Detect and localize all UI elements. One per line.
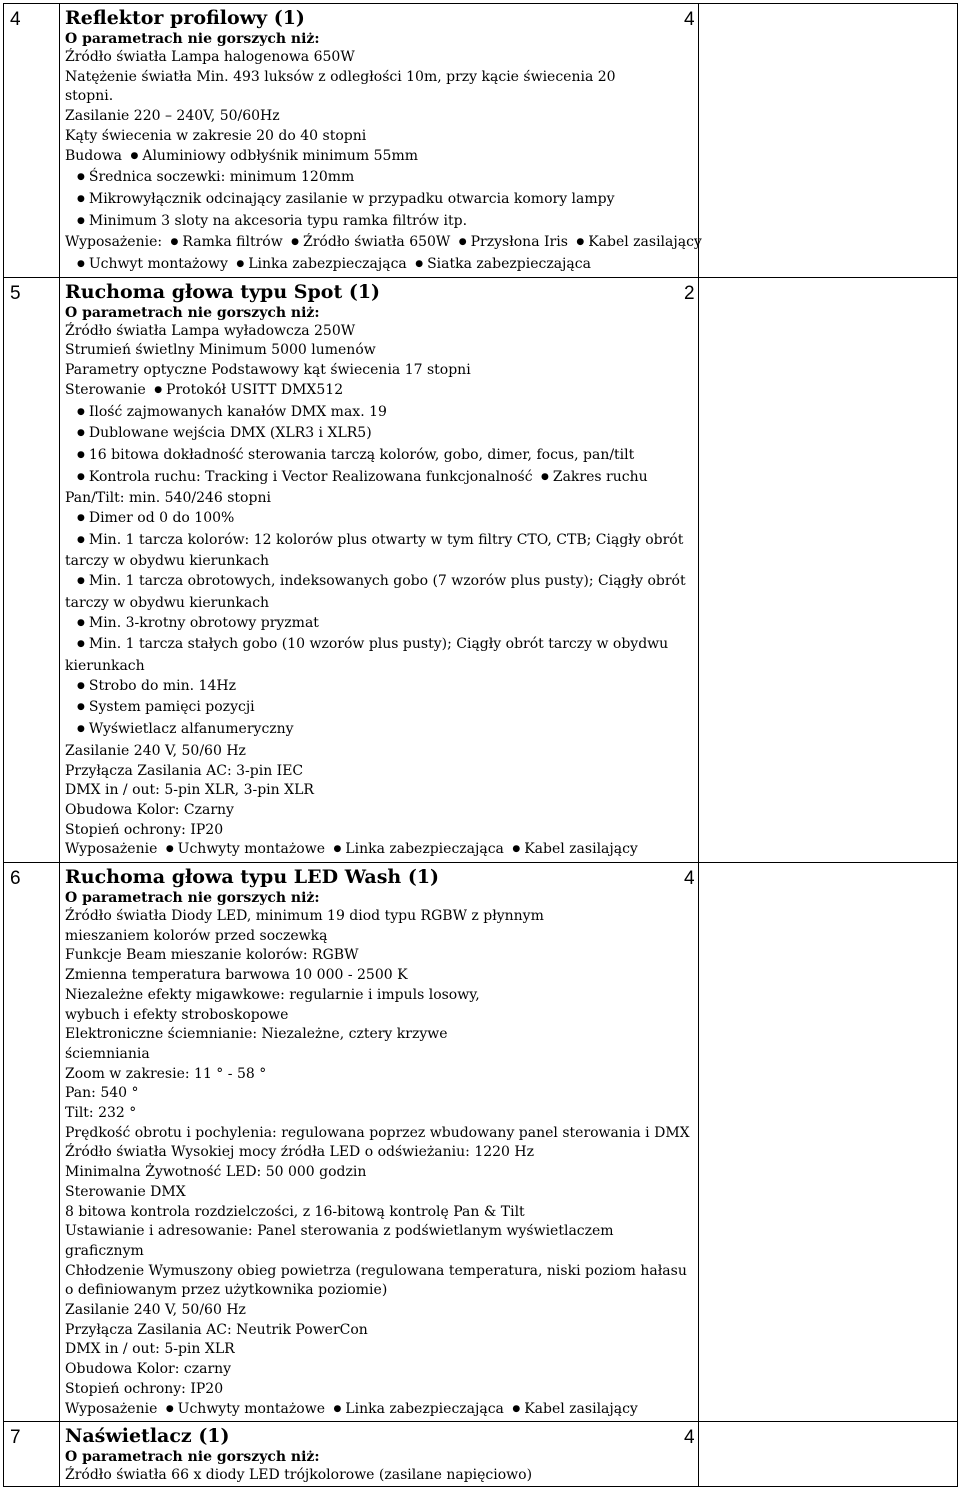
criteria-heading: O parametrach nie gorszych niż: (65, 890, 320, 907)
bullet-item: ● Kabel zasilający (572, 234, 702, 250)
spec-line: Stopień ochrony: IP20 (65, 821, 224, 838)
criteria-heading: O parametrach nie gorszych niż: (65, 1449, 320, 1466)
item-title: Naświetlacz (1) (65, 1425, 230, 1448)
spec-line: tarczy w obydwu kierunkach (65, 594, 270, 611)
spec-label: Wyposażenie (65, 1400, 158, 1417)
bullet-item: ● Dublowane wejścia DMX (XLR3 i XLR5) (77, 425, 372, 441)
bullet-item: ● Min. 1 tarcza kolorów: 12 kolorów plus otwarty w tym filtry CTO, CTB; Ciągły obrót (77, 532, 683, 548)
item-quantity-cell (684, 863, 958, 1422)
item-number: 7 (10, 1427, 21, 1449)
spec-line: stopni. (65, 88, 114, 105)
spec-line (65, 468, 698, 490)
bullet-item: ● Min. 1 tarcza stałych gobo (10 wzorów plus pusty); Ciągły obrót tarczy w obydwu (77, 636, 668, 652)
spec-line (65, 190, 698, 212)
bullet-item: ● Źródło światła 650W (287, 234, 450, 250)
item-number: 5 (10, 282, 21, 304)
table-row (4, 4, 958, 278)
spec-line: Przyłącza Zasilania AC: Neutrik PowerCon (65, 1321, 368, 1338)
spec-line: o definiowanym przez użytkownika poziomie) (65, 1282, 388, 1299)
spec-line (65, 531, 698, 553)
spec-line: Elektroniczne ściemnianie: Niezależne, cztery krzywe (65, 1026, 448, 1043)
item-description-cell (60, 4, 702, 278)
criteria-heading: O parametrach nie gorszych niż: (65, 304, 320, 321)
bullet-item: ● Dimer od 0 do 100% (77, 510, 234, 526)
bullet-item: ● Ramka filtrów (167, 234, 283, 250)
spec-label: Wyposażenie: (65, 234, 163, 251)
item-title: Reflektor profilowy (1) (65, 7, 305, 29)
spec-line (65, 233, 702, 255)
bullet-item: ● Uchwyty montażowe (162, 841, 325, 857)
spec-line: Minimalna Żywotność LED: 50 000 godzin (65, 1164, 367, 1181)
bullet-item: ● Uchwyty montażowe (162, 1401, 325, 1417)
spec-line: Pan: 540 ° (65, 1085, 139, 1102)
spec-line (65, 614, 698, 636)
bullet-item: ● Kontrola ruchu: Tracking i Vector Realizowana funkcjonalność (77, 469, 533, 485)
bullet-item: ● 16 bitowa dokładność sterowania tarczą kolorów, gobo, dimer, focus, pan/tilt (77, 447, 634, 463)
spec-line: Obudowa Kolor: Czarny (65, 801, 234, 818)
bullet-item: ● Linka zabezpieczająca (329, 841, 503, 857)
spec-line: DMX in / out: 5-pin XLR (65, 1341, 235, 1358)
item-title: Ruchoma głowa typu Spot (1) (65, 280, 381, 303)
spec-line (65, 840, 698, 862)
bullet-item: ● Linka zabezpieczająca (329, 1401, 503, 1417)
spec-label: Wyposażenie (65, 841, 158, 858)
item-number-cell (4, 863, 60, 1422)
table-row (4, 863, 958, 1422)
spec-line: Źródło światła Lampa halogenowa 650W (65, 49, 355, 65)
spec-line: Źródło światła 66 x diody LED trójkolorowe (zasilane napięciowo) (65, 1467, 533, 1484)
spec-line: Funkcje Beam mieszanie kolorów: RGBW (65, 947, 359, 964)
spec-line (65, 572, 698, 594)
bullet-item: ● Zakres ruchu (537, 469, 648, 485)
spec-line (65, 1400, 698, 1422)
spec-line: Zasilanie 240 V, 50/60 Hz (65, 1302, 246, 1319)
spec-line: Prędkość obrotu i pochylenia: regulowana poprzez wbudowany panel sterowania i DMX (65, 1124, 690, 1141)
spec-line: Sterowanie DMX (65, 1183, 186, 1200)
bullet-item: ● System pamięci pozycji (77, 699, 255, 715)
bullet-item: ● Uchwyt montażowy (77, 256, 228, 272)
spec-line: Źródło światła Wysokiej mocy źródła LED o odświeżaniu: 1220 Hz (65, 1144, 534, 1161)
bullet-item: ● Wyświetlacz alfanumeryczny (77, 721, 294, 737)
spec-line (65, 212, 698, 234)
bullet-item: ● Siatka zabezpieczająca (411, 256, 591, 272)
spec-line: Niezależne efekty migawkowe: regularnie i impuls losowy, (65, 986, 480, 1003)
item-number-cell (4, 4, 60, 278)
spec-line: Stopień ochrony: IP20 (65, 1380, 224, 1397)
bullet-item: ● Strobo do min. 14Hz (77, 678, 236, 694)
spec-line (65, 509, 698, 531)
item-description-cell (60, 863, 699, 1422)
spec-label: Sterowanie (65, 381, 146, 398)
spec-line: Źródło światła Lampa wyładowcza 250W (65, 322, 356, 339)
spec-line: DMX in / out: 5-pin XLR, 3-pin XLR (65, 782, 314, 799)
bullet-item: ● Średnica soczewki: minimum 120mm (77, 169, 354, 185)
item-quantity: 4 (684, 9, 695, 30)
spec-line: Zoom w zakresie: 11 ° - 58 ° (65, 1065, 267, 1082)
spec-line: Kąty świecenia w zakresie 20 do 40 stopni (65, 127, 367, 144)
spec-line: tarczy w obydwu kierunkach (65, 553, 270, 570)
item-number-cell (4, 277, 60, 862)
bullet-item: ● Min. 3-krotny obrotowy pryzmat (77, 615, 319, 631)
spec-line: Obudowa Kolor: czarny (65, 1361, 232, 1378)
bullet-item: ● Przysłona Iris (455, 234, 568, 250)
bullet-item: ● Min. 1 tarcza obrotowych, indeksowanych gobo (7 wzorów plus pusty); Ciągły obrót (77, 573, 686, 589)
bullet-item: ● Minimum 3 sloty na akcesoria typu ramka filtrów itp. (77, 213, 467, 229)
spec-line: Pan/Tilt: min. 540/246 stopni (65, 490, 271, 507)
bullet-item: ● Mikrowyłącznik odcinający zasilanie w przypadku otwarcia komory lampy (77, 191, 615, 207)
item-quantity-cell (684, 277, 958, 862)
spec-line (65, 635, 698, 657)
spec-line: wybuch i efekty stroboskopowe (65, 1006, 289, 1023)
spec-line (65, 446, 698, 468)
spec-line: Zasilanie 240 V, 50/60 Hz (65, 742, 246, 759)
spec-line (65, 255, 698, 277)
spec-line: Zmienna temperatura barwowa 10 000 - 2500 K (65, 967, 408, 984)
spec-line (65, 720, 698, 742)
spec-line (65, 147, 698, 169)
item-quantity: 4 (684, 868, 695, 890)
spec-line: Źródło światła Diody LED, minimum 19 diod typu RGBW z płynnym (65, 908, 544, 925)
spec-line: Zasilanie 220 – 240V, 50/60Hz (65, 108, 280, 125)
spec-line (65, 677, 698, 699)
specification-table (3, 3, 958, 1487)
spec-line: ściemniania (65, 1045, 150, 1062)
spec-line: mieszaniem kolorów przed soczewką (65, 927, 328, 944)
spec-line: Chłodzenie Wymuszony obieg powietrza (regulowana temperatura, niski poziom hałasu (65, 1262, 687, 1279)
spec-line: Strumień świetlny Minimum 5000 lumenów (65, 342, 376, 359)
table-row (4, 277, 958, 862)
spec-line (65, 698, 698, 720)
item-quantity: 2 (684, 282, 695, 304)
bullet-item: ● Aluminiowy odbłyśnik minimum 55mm (126, 148, 418, 164)
bullet-item: ● Protokół USITT DMX512 (150, 382, 343, 398)
bullet-item: ● Kabel zasilający (508, 841, 638, 857)
spec-line: kierunkach (65, 657, 145, 674)
spec-line: Przyłącza Zasilania AC: 3-pin IEC (65, 762, 304, 779)
item-number: 4 (10, 9, 21, 30)
bullet-item: ● Linka zabezpieczająca (232, 256, 406, 272)
spec-line (65, 168, 698, 190)
spec-line: Natężenie światła Min. 493 luksów z odległości 10m, przy kącie świecenia 20 (65, 68, 616, 85)
criteria-heading: O parametrach nie gorszych niż: (65, 31, 320, 47)
spec-line: 8 bitowa kontrola rozdzielczości, z 16-bitową kontrolę Pan & Tilt (65, 1203, 525, 1220)
spec-line (65, 381, 698, 403)
spec-line (65, 424, 698, 446)
spec-line: Parametry optyczne Podstawowy kąt świecenia 17 stopni (65, 362, 471, 379)
item-quantity: 4 (684, 1427, 695, 1449)
bullet-item: ● Kabel zasilający (508, 1401, 638, 1417)
spec-label: Budowa (65, 147, 123, 164)
spec-line: graficznym (65, 1242, 144, 1259)
spec-line (65, 403, 698, 425)
bullet-item: ● Ilość zajmowanych kanałów DMX max. 19 (77, 404, 387, 420)
item-number: 6 (10, 868, 21, 890)
spec-line: Tilt: 232 ° (65, 1105, 137, 1122)
spec-line: Ustawianie i adresowanie: Panel sterowania z podświetlanym wyświetlaczem (65, 1223, 614, 1240)
item-quantity-cell (684, 4, 958, 278)
item-title: Ruchoma głowa typu LED Wash (1) (65, 866, 440, 889)
item-description-cell (60, 277, 699, 862)
